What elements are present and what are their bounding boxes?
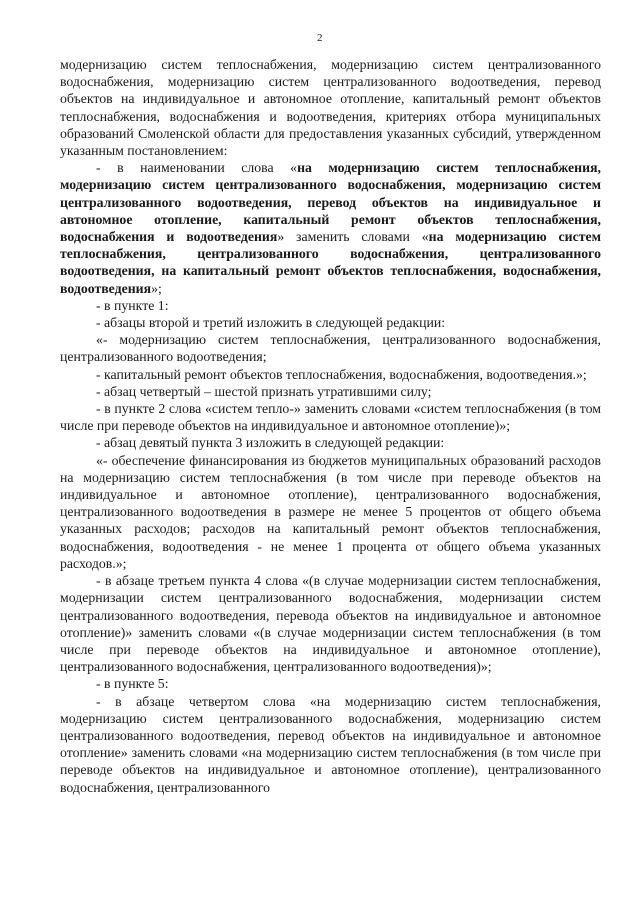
paragraph-0 [60,56,601,159]
paragraph-10 [60,572,601,675]
bold-text: на модернизацию систем теплоснабжения, модернизацию систем централизованного водоснабжения, модернизацию систем централизованного водоотведения, перевод объектов на индивидуальное и автономное отопление, капитальный ремонт объектов теплоснабжения, водоснабжения и водоотведения [60,160,601,245]
paragraph-5 [60,366,601,383]
paragraph-4 [60,331,601,365]
paragraph-11 [60,675,601,692]
text-run: » заменить словами « [277,229,429,245]
text-run: модернизацию систем теплоснабжения, модернизацию систем централизованного водоснабжения, модернизацию систем централизованного водоотведения, перевод объектов на индивидуальное и автономное отопление, капитальный ремонт объектов теплоснабжения, водоснабжения и водоотведения, критериях отбора муниципальных образований Смоленской области для предоставления указанных субсидий, утвержденном указанным постановлением: [60,57,601,159]
text-run: - капитальный ремонт объектов теплоснабжения, водоснабжения, водоотведения.»; [96,366,587,382]
text-run: - в абзаце третьем пункта 4 слова «(в случае модернизации систем теплоснабжения, модернизации систем централизованного водоснабжения, модернизации систем централизованного водоотведения, перевода объектов на индивидуальное и автономное отопление)» заменить словами «(в случае модернизации систем теплоснабжения (в том числе при переводе объектов на индивидуальное и автономное отопление), централизованного водоснабжения, централизованного водоотведения)»; [60,573,601,675]
text-run: - абзац девятый пункта 3 изложить в следующей редакции: [96,435,445,451]
text-run: - в пункте 2 слова «систем тепло-» заменить словами «систем теплоснабжения (в том числе при переводе объектов на индивидуальное и автономное отопление)»; [60,401,601,434]
text-run: »; [151,280,162,296]
text-run: - в абзаце четвертом слова «на модернизацию систем теплоснабжения, модернизацию систем централизованного водоснабжения, модернизацию систем централизованного водоотведения, перевод объектов на индивидуальное и автономное отопление» заменить словами «на модернизацию систем теплоснабжения (в том числе при переводе объектов на индивидуальное и автономное отопление), централизованного водоснабжения, централизованного [60,693,601,795]
text-run: - в пункте 5: [96,676,169,692]
text-run: - абзац четвертый – шестой признать утратившими силу; [96,383,432,399]
paragraph-2 [60,297,601,314]
paragraph-8 [60,434,601,451]
document-body [60,56,601,796]
paragraph-12 [60,693,601,796]
paragraph-9 [60,452,601,572]
text-run: «- обеспечение финансирования из бюджетов муниципальных образований расходов на модернизацию систем теплоснабжения (в том числе при переводе объектов на индивидуальное и автономное отопление), централизованного водоснабжения, централизованного водоотведения в размере не менее 5 процентов от общего объема указанных расходов; расходов на капитальный ремонт объектов теплоснабжения, водоснабжения, водоотведения - не менее 1 процента от общего объема указанных расходов.»; [60,452,601,571]
bold-text: на модернизацию систем теплоснабжения, централизованного водоснабжения, централизованного водоотведения, на капитальный ремонт объектов теплоснабжения, водоснабжения, водоотведения [60,229,601,296]
paragraph-6 [60,383,601,400]
paragraph-3 [60,314,601,331]
text-run: - в пункте 1: [96,297,169,313]
paragraph-7 [60,400,601,434]
text-run: «- модернизацию систем теплоснабжения, централизованного водоснабжения, централизованного водоотведения; [60,332,601,365]
text-run: - в наименовании слова « [96,160,298,176]
text-run: - абзацы второй и третий изложить в следующей редакции: [96,315,446,331]
paragraph-1 [60,159,601,297]
page-number: 2 [317,32,323,44]
